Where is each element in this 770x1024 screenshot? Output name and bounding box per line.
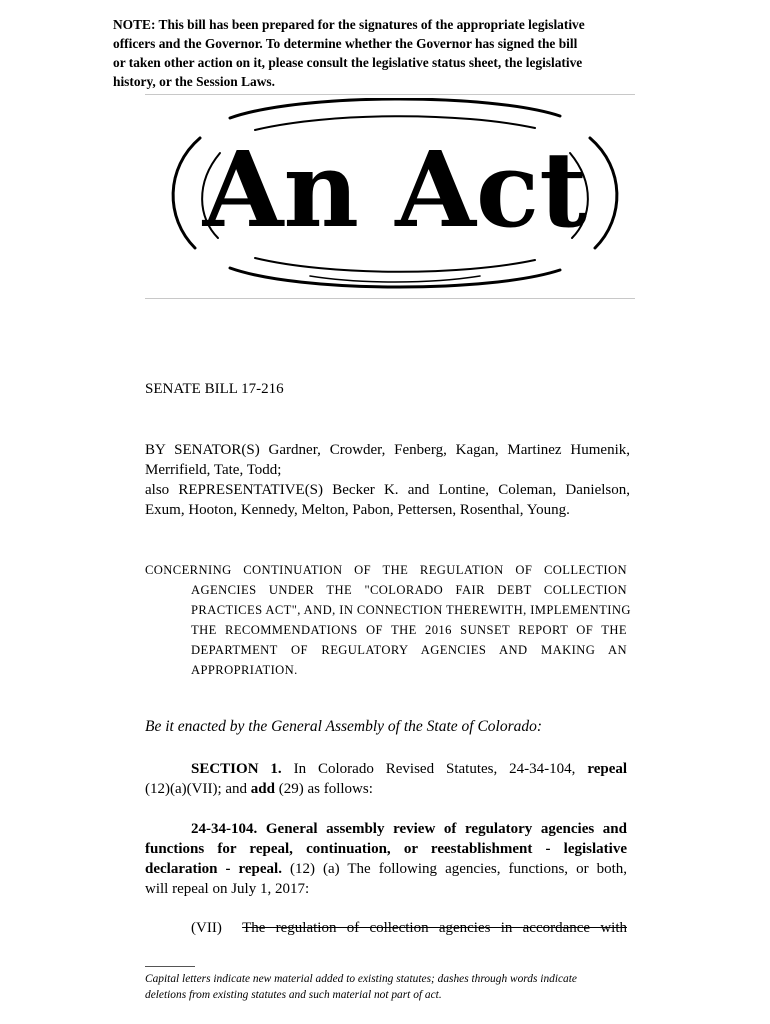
note-line: history, or the Session Laws.	[113, 74, 275, 89]
an-act-logo	[160, 98, 630, 298]
sponsor-line: also REPRESENTATIVE(S) Becker K. and Lontine, Coleman, Danielson,	[145, 482, 630, 498]
footnote-divider	[145, 966, 195, 967]
sponsor-line: BY SENATOR(S) Gardner, Crowder, Fenberg, Kagan, Martinez Humenik,	[145, 442, 630, 458]
section-1-line	[145, 779, 627, 799]
deleted-text: The regulation of collection agencies in accordance with	[242, 920, 627, 936]
status-note	[113, 15, 653, 91]
section-label: SECTION 1.	[191, 761, 282, 777]
title-line: THE RECOMMENDATIONS OF THE 2016 SUNSET REPORT OF THE	[191, 623, 627, 637]
title-line: AGENCIES UNDER THE "COLORADO FAIR DEBT COLLECTION	[191, 583, 627, 597]
footnote-line: deletions from existing statutes and such material not part of act.	[145, 989, 442, 1001]
bill-title	[145, 560, 631, 680]
statute-heading-line: functions for repeal, continuation, or reestablishment - legislative	[145, 841, 627, 857]
item-vii-label: (VII)	[191, 920, 222, 936]
footnote	[145, 971, 630, 1003]
logo-text: An Act	[202, 128, 588, 251]
statute-heading-line	[145, 859, 627, 879]
section-text: (12)(a)(VII); and	[145, 781, 248, 797]
sponsor-line: Merrifield, Tate, Todd;	[145, 462, 282, 478]
note-line: officers and the Governor. To determine whether the Governor has signed the bill	[113, 36, 578, 51]
bill-number: SENATE BILL 17-216	[145, 381, 284, 397]
section-1	[145, 759, 627, 799]
statute-text: (12) (a) The following agencies, functions, or both,	[290, 861, 627, 877]
statute-24-34-104	[145, 819, 627, 899]
footnote-line: Capital letters indicate new material added to existing statutes; dashes through words indicate	[145, 973, 577, 985]
section-text: In Colorado Revised Statutes, 24-34-104,	[293, 761, 576, 777]
title-line: DEPARTMENT OF REGULATORY AGENCIES AND MAKING AN	[191, 643, 627, 657]
top-divider	[145, 94, 635, 95]
an-act-flourish-icon	[160, 98, 630, 298]
statute-heading-bold: declaration - repeal.	[145, 861, 282, 877]
title-line: APPROPRIATION.	[191, 663, 298, 677]
note-line: NOTE: This bill has been prepared for the signatures of the appropriate legislative	[113, 17, 585, 32]
title-line: PRACTICES ACT", AND, IN CONNECTION THEREWITH, IMPLEMENTING	[191, 603, 631, 617]
note-line: or taken other action on it, please consult the legislative status sheet, the legislative	[113, 55, 583, 70]
item-vii	[145, 918, 627, 938]
item-vii-line	[145, 918, 627, 938]
repeal-keyword: repeal	[587, 761, 628, 777]
bottom-divider	[145, 298, 635, 299]
title-line: CONCERNING CONTINUATION OF THE REGULATION OF COLLECTION	[145, 563, 627, 577]
sponsors-block	[145, 440, 630, 520]
statute-heading-line: 24-34-104. General assembly review of regulatory agencies and	[191, 821, 627, 837]
add-keyword: add	[250, 781, 275, 797]
sponsor-line: Exum, Hooton, Kennedy, Melton, Pabon, Pettersen, Rosenthal, Young.	[145, 502, 570, 518]
statute-text-line: will repeal on July 1, 2017:	[145, 881, 310, 897]
enacting-clause: Be it enacted by the General Assembly of the State of Colorado:	[145, 718, 543, 735]
section-text: (29) as follows:	[278, 781, 373, 797]
section-1-line	[145, 759, 627, 779]
